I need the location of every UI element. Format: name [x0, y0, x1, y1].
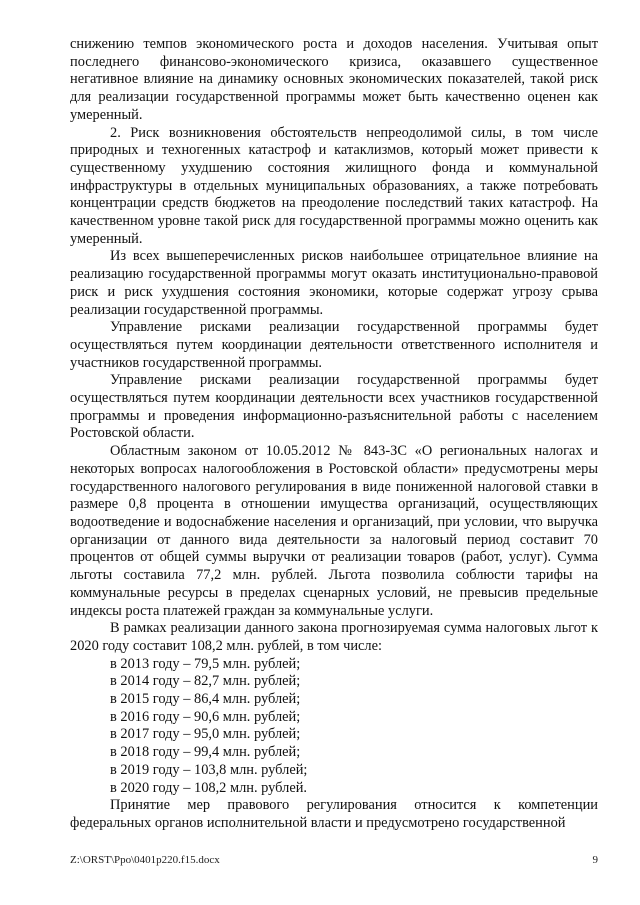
list-item: в 2014 году – 82,7 млн. рублей; — [110, 673, 301, 690]
paragraph-regional-law: Областным законом от 10.05.2012 № 843-ЗС «О региональных налогах и некоторых вопросах налогообложения в Ростовской области» предусмотрены меры государственного налогового регулирования в виде пониженной налоговой ставки в размере 0,8 процента в отношении имущества организаций, осуществляющих водоотведение и водоснабжение населения и организаций, при условии, что выручка организации от данного вида деятельности за налоговый период составит 70 процентов от общей суммы выручки от реализации товаров (работ, услуг). Сумма льготы составила 77,2 млн. рублей. Льгота позволила соблюсти тарифы на коммунальные ресурсы в пределах сценарных условий, не превысив предельные индексы роста платежей граждан за коммунальные услуги. — [70, 443, 598, 619]
list-item: в 2020 году – 108,2 млн. рублей. — [110, 779, 308, 796]
list-item: в 2018 году – 99,4 млн. рублей; — [110, 744, 301, 761]
paragraph-risk-economy-end: снижению темпов экономического роста и доходов населения. Учитывая опыт последнего финансово-экономического кризиса, оказавшего существенное негативное влияние на динамику основных экономических показателей, такой риск для реализации государственной программы может быть качественно оценен как умеренный. — [70, 36, 598, 123]
list-item: в 2016 году – 90,6 млн. рублей; — [110, 708, 301, 725]
paragraph-risk-management-1: Управление рисками реализации государственной программы будет осуществляться путем координации деятельности ответственного исполнителя и участников государственной программы. — [70, 319, 598, 371]
yearly-forecast-list — [70, 656, 598, 798]
page-footer — [70, 854, 598, 866]
document-page — [70, 36, 598, 833]
list-item: в 2015 году – 86,4 млн. рублей; — [110, 691, 301, 708]
paragraph-legal-regulation: Принятие мер правового регулирования относится к компетенции федеральных органов исполнительной власти и предусмотрено государственной — [70, 797, 598, 831]
list-item: в 2017 году – 95,0 млн. рублей; — [110, 726, 301, 743]
page-number: 9 — [592, 854, 598, 866]
paragraph-force-majeure-risk: 2. Риск возникновения обстоятельств непреодолимой силы, в том числе природных и техногенных катастроф и катаклизмов, который может привести к существенному ухудшению состояния жилищного фонда и коммунальной инфраструктуры в отдельных муниципальных образованиях, а также потребовать концентрации средств бюджетов на преодоление последствий таких катастроф. На качественном уровне такой риск для государственной программы можно оценить как умеренный. — [70, 124, 598, 247]
list-item: в 2019 году – 103,8 млн. рублей; — [110, 761, 308, 778]
paragraph-main-risks: Из всех вышеперечисленных рисков наибольшее отрицательное влияние на реализацию государственной программы могут оказать институционально-правовой риск и риск ухудшения состояния экономики, которые содержат угрозу срыва реализации государственной программы. — [70, 248, 598, 318]
list-item: в 2013 году – 79,5 млн. рублей; — [110, 655, 301, 672]
footer-file-path: Z:\ORST\Ppo\0401p220.f15.docx — [70, 854, 220, 866]
paragraph-risk-management-2: Управление рисками реализации государственной программы будет осуществляться путем координации деятельности всех участников государственной программы и проведения информационно-разъяснительной работы с населением Ростовской области. — [70, 372, 598, 442]
paragraph-forecast-intro: В рамках реализации данного закона прогнозируемая сумма налоговых льгот к 2020 году составит 108,2 млн. рублей, в том числе: — [70, 620, 598, 654]
